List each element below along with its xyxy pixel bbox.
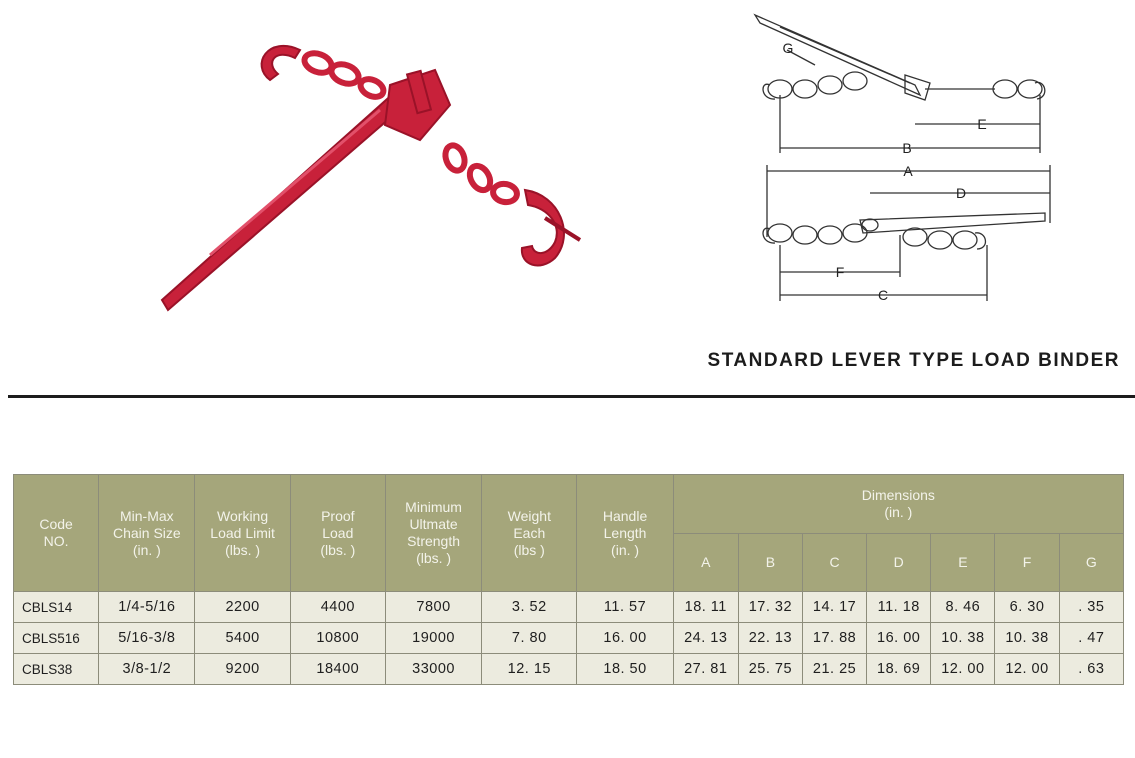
header-working-load: Working Load Limit (lbs. ) (195, 475, 290, 592)
table-row (14, 654, 1124, 685)
cell-proof: 18400 (290, 654, 385, 685)
cell-code: CBLS14 (14, 592, 99, 623)
cell-wll: 5400 (195, 623, 290, 654)
cell-dim-c: 21. 25 (802, 654, 866, 685)
header-dimensions: Dimensions (in. ) (673, 475, 1123, 534)
cell-code: CBLS38 (14, 654, 99, 685)
cell-weight: 3. 52 (482, 592, 577, 623)
cell-handle: 11. 57 (577, 592, 673, 623)
header-dim-b: B (738, 534, 802, 592)
header-dim-e: E (931, 534, 995, 592)
spec-table (13, 474, 1124, 685)
header-code: Code NO. (14, 475, 99, 592)
cell-weight: 12. 15 (482, 654, 577, 685)
cell-chain: 1/4-5/16 (99, 592, 195, 623)
cell-dim-b: 25. 75 (738, 654, 802, 685)
cell-proof: 4400 (290, 592, 385, 623)
cell-strength: 7800 (385, 592, 481, 623)
header-dim-f: F (995, 534, 1059, 592)
cell-dim-b: 22. 13 (738, 623, 802, 654)
cell-dim-e: 10. 38 (931, 623, 995, 654)
cell-dim-d: 11. 18 (867, 592, 931, 623)
load-binder-photo (150, 30, 620, 330)
cell-handle: 18. 50 (577, 654, 673, 685)
cell-strength: 19000 (385, 623, 481, 654)
cell-chain: 3/8-1/2 (99, 654, 195, 685)
cell-dim-b: 17. 32 (738, 592, 802, 623)
cell-dim-a: 24. 13 (673, 623, 738, 654)
header-dim-g: G (1059, 534, 1123, 592)
cell-dim-c: 14. 17 (802, 592, 866, 623)
header-dim-c: C (802, 534, 866, 592)
dim-label-d: D (955, 185, 967, 201)
cell-dim-a: 27. 81 (673, 654, 738, 685)
cell-dim-e: 12. 00 (931, 654, 995, 685)
cell-dim-f: 10. 38 (995, 623, 1059, 654)
cell-dim-a: 18. 11 (673, 592, 738, 623)
header-dim-d: D (867, 534, 931, 592)
cell-wll: 2200 (195, 592, 290, 623)
dimension-diagram (745, 5, 1130, 305)
cell-code: CBLS516 (14, 623, 99, 654)
dim-label-b: B (902, 140, 912, 156)
table-row (14, 592, 1124, 623)
header-chain-size: Min-Max Chain Size (in. ) (99, 475, 195, 592)
dim-label-g: G (782, 40, 794, 56)
cell-dim-e: 8. 46 (931, 592, 995, 623)
cell-strength: 33000 (385, 654, 481, 685)
dim-label-c: C (877, 287, 889, 303)
header-weight: Weight Each (lbs ) (482, 475, 577, 592)
header-proof-load: Proof Load (lbs. ) (290, 475, 385, 592)
divider-rule (8, 395, 1135, 398)
cell-handle: 16. 00 (577, 623, 673, 654)
dim-label-e: E (977, 116, 987, 132)
cell-chain: 5/16-3/8 (99, 623, 195, 654)
cell-weight: 7. 80 (482, 623, 577, 654)
dim-label-a: A (903, 163, 913, 179)
cell-dim-g: . 63 (1059, 654, 1123, 685)
cell-dim-f: 6. 30 (995, 592, 1059, 623)
cell-proof: 10800 (290, 623, 385, 654)
header-handle-length: Handle Length (in. ) (577, 475, 673, 592)
page-title: STANDARD LEVER TYPE LOAD BINDER (707, 350, 1120, 371)
cell-dim-g: . 47 (1059, 623, 1123, 654)
header-min-strength: Minimum Ultmate Strength (lbs. ) (385, 475, 481, 592)
cell-dim-f: 12. 00 (995, 654, 1059, 685)
cell-dim-g: . 35 (1059, 592, 1123, 623)
header-dim-a: A (673, 534, 738, 592)
cell-dim-d: 16. 00 (867, 623, 931, 654)
cell-wll: 9200 (195, 654, 290, 685)
cell-dim-d: 18. 69 (867, 654, 931, 685)
dim-label-f: F (835, 264, 845, 280)
cell-dim-c: 17. 88 (802, 623, 866, 654)
table-row (14, 623, 1124, 654)
